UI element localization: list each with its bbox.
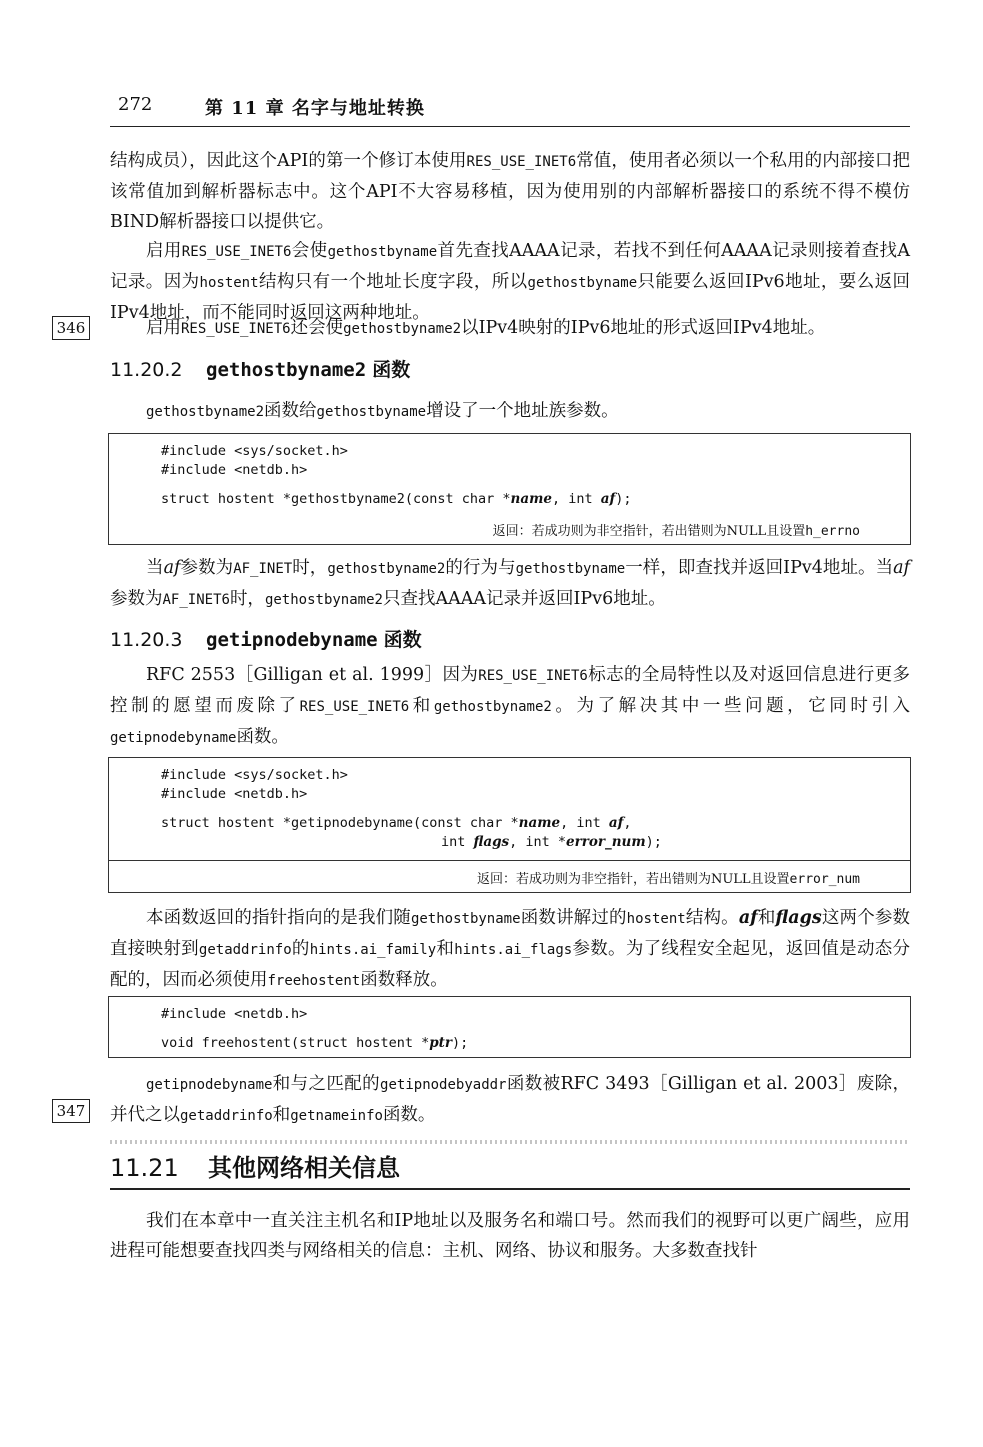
paragraph-8: getipnodebyname和与之匹配的getipnodebyaddr函数被RFC 3493［Gilligan et al. 2003］废除，并代之以getaddrinfo和getnameinfo函数。: [110, 1074, 910, 1125]
section-heading: 11.20.3 getipnodebyname 函数: [110, 629, 422, 651]
function-prototype-box: #include <netdb.h> void freehostent(struct hostent *ptr);: [108, 996, 911, 1058]
paragraph-5: 当af参数为AF_INET时，gethostbyname2的行为与gethostbyname一样，即查找并返回IPv4地址。当af参数为AF_INET6时，gethostbyname2只查找AAAA记录并返回IPv6地址。: [110, 558, 911, 609]
paragraph-7: 本函数返回的指针指向的是我们随gethostbyname函数讲解过的hostent结构。af和flags这两个参数直接映射到getaddrinfo的hints.ai_family和hints.ai_flags参数。为了线程安全起见，返回值是动态分配的，因而必须使用freehostent函数释放。: [110, 908, 911, 990]
running-header: [110, 92, 910, 127]
function-prototype-box: #include <sys/socket.h> #include <netdb.h> struct hostent *gethostbyname2(const char *name, int af); 返回：若成功则为非空指针，若出错则为NULL且设置h_errno: [108, 433, 911, 545]
paragraph-1: 结构成员），因此这个API的第一个修订本使用RES_USE_INET6常值，使用者必须以一个私用的内部接口把该常值加到解析器标志中。这个API不大容易移植，因为使用别的内部解析器接口的系统不得不模仿BIND解析器接口以提供它。: [110, 151, 911, 232]
function-prototype-box: #include <sys/socket.h> #include <netdb.h> struct hostent *getipnodebyname(const char *name, int af, int flags, int *error_num); 返回：若成功则为非空指针，若出错则为NULL且设置error_num: [108, 757, 911, 893]
paragraph-4: gethostbyname2函数给gethostbyname增设了一个地址族参数。: [146, 401, 619, 421]
paragraph-2: 启用RES_USE_INET6会使gethostbyname首先查找AAAA记录，若找不到任何AAAA记录则接着查找A记录。因为hostent结构只有一个地址长度字段，所以gethostbyname只能要么返回IPv6地址，要么返回IPv4地址，而不能同时返回这两种地址。: [110, 241, 911, 323]
return-note: 返回：若成功则为非空指针，若出错则为NULL且设置error_num: [476, 872, 860, 887]
return-note: 返回：若成功则为非空指针，若出错则为NULL且设置h_errno: [492, 524, 860, 539]
margin-page-ref: 346: [52, 316, 90, 340]
paragraph-3: 启用RES_USE_INET6还会使gethostbyname2以IPv4映射的IPv6地址的形式返回IPv4地址。: [146, 318, 826, 338]
paragraph-9: 我们在本章中一直关注主机名和IP地址以及服务名和端口号。然而我们的视野可以更广阔些，应用进程可能想要查找四类与网络相关的信息：主机、网络、协议和服务。大多数查找针: [110, 1211, 910, 1261]
margin-page-ref: 347: [52, 1099, 90, 1123]
page-number: 272: [118, 94, 153, 115]
paragraph-6: RFC 2553［Gilligan et al. 1999］因为RES_USE_INET6标志的全局特性以及对返回信息进行更多控制的愿望而废除了RES_USE_INET6和gethostbyname2。为了解决其中一些问题，它同时引入getipnodebyname函数。: [110, 665, 911, 747]
section-divider: [110, 1140, 910, 1144]
section-heading: 11.20.2 gethostbyname2 函数: [110, 359, 411, 381]
chapter-title: 第 11 章 名字与地址转换: [205, 98, 425, 119]
section-heading-major: 11.21 其他网络相关信息: [110, 1148, 910, 1190]
